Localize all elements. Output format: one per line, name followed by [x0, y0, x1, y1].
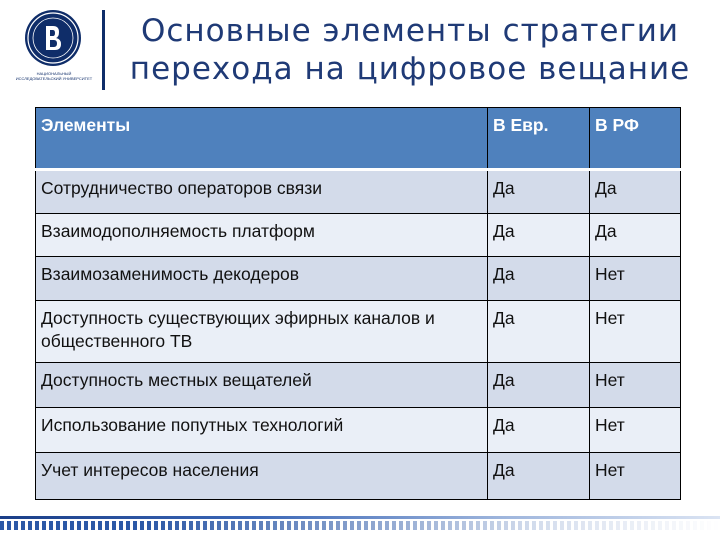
cell-russia: Нет: [590, 257, 681, 301]
cell-europe: Да: [488, 170, 590, 214]
cell-element: Учет интересов населения: [36, 453, 488, 500]
table-row: [36, 408, 681, 453]
title-line-2: перехода на цифровое вещание: [129, 51, 691, 87]
cell-europe: Да: [488, 257, 590, 301]
logo-caption: НАЦИОНАЛЬНЫЙ ИССЛЕДОВАТЕЛЬСКИЙ УНИВЕРСИТЕТ: [15, 71, 93, 81]
table-header-row: [36, 108, 681, 170]
cell-russia: Нет: [590, 363, 681, 408]
cell-russia: Нет: [590, 453, 681, 500]
cell-element: Доступность местных вещателей: [36, 363, 488, 408]
cell-russia: Нет: [590, 408, 681, 453]
column-header-elements: Элементы: [36, 108, 488, 170]
footer-line: [0, 516, 720, 519]
table-row: [36, 363, 681, 408]
table-row: [36, 257, 681, 301]
table-row: [36, 214, 681, 257]
university-emblem-icon: [25, 10, 81, 66]
table-row: [36, 301, 681, 363]
cell-europe: Да: [488, 453, 590, 500]
column-header-russia: В РФ: [590, 108, 681, 170]
cell-europe: Да: [488, 301, 590, 363]
cell-element: Взаимозаменимость декодеров: [36, 257, 488, 301]
cell-europe: Да: [488, 408, 590, 453]
cell-element: Использование попутных технологий: [36, 408, 488, 453]
footer-decoration: [0, 512, 720, 534]
footer-stripes: [0, 521, 720, 530]
cell-element: Взаимодополняемость платформ: [36, 214, 488, 257]
comparison-table: [35, 107, 681, 500]
cell-europe: Да: [488, 363, 590, 408]
cell-element: Доступность существующих эфирных каналов и общественного ТВ: [36, 301, 488, 363]
logo: [14, 10, 94, 94]
column-header-europe: В Евр.: [488, 108, 590, 170]
table-row: [36, 170, 681, 214]
cell-russia: Нет: [590, 301, 681, 363]
cell-europe: Да: [488, 214, 590, 257]
cell-element: Сотрудничество операторов связи: [36, 170, 488, 214]
header-divider: [102, 10, 105, 90]
title-line-1: Основные элементы стратегии: [140, 13, 680, 49]
cell-russia: Да: [590, 214, 681, 257]
page-title: [110, 12, 710, 88]
cell-russia: Да: [590, 170, 681, 214]
table-row: [36, 453, 681, 500]
